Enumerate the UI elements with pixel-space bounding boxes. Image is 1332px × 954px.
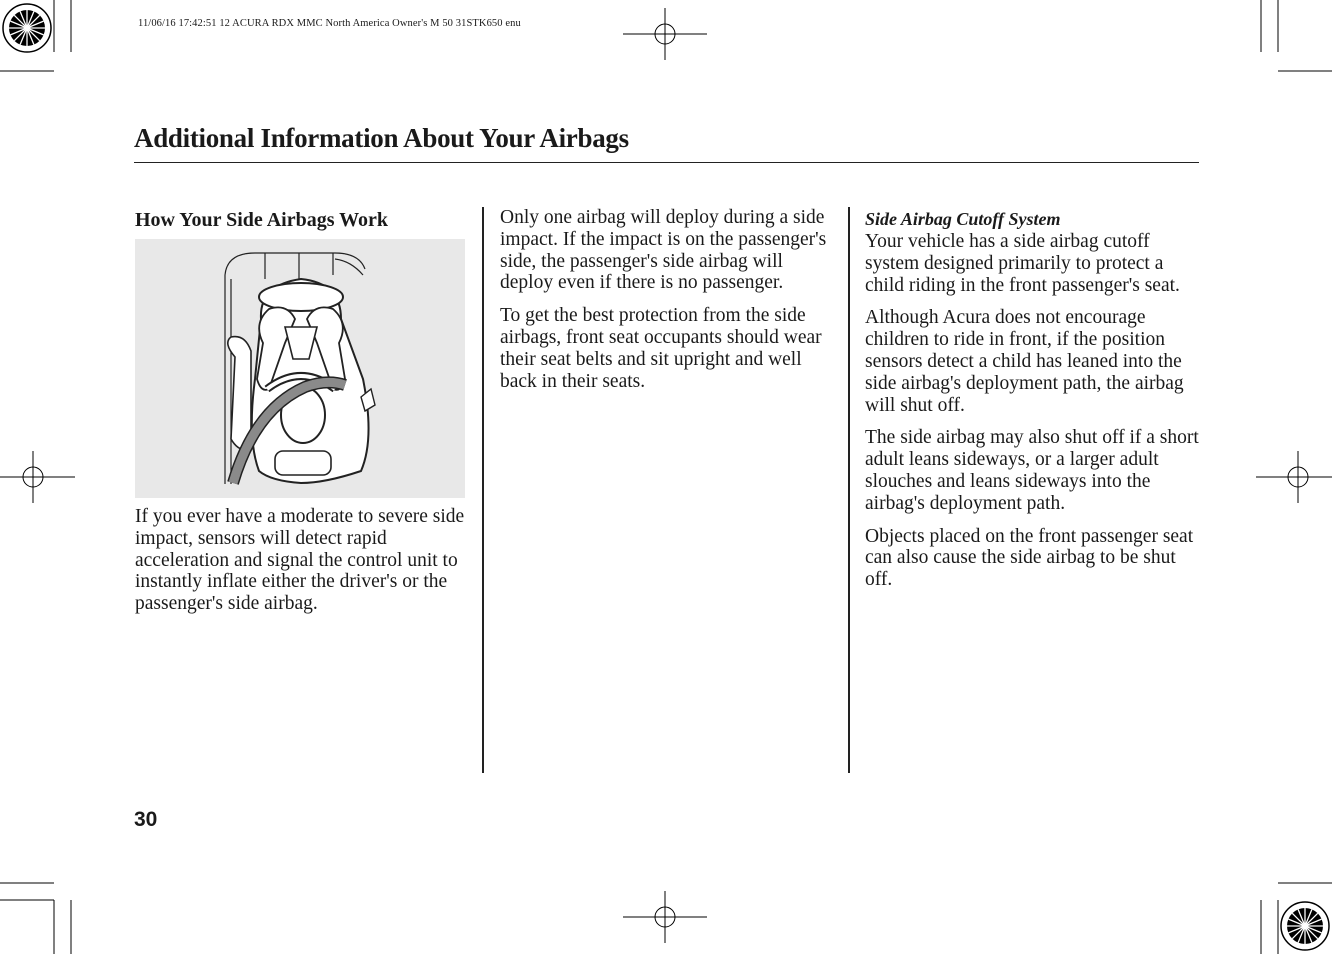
body-paragraph: To get the best protection from the side airbags, front seat occupants should wear their seat belts and sit upright and well back in their seats. [500, 305, 822, 392]
body-paragraph: Only one airbag will deploy during a side impact. If the impact is on the passenger's side, the passenger's side airbag will deploy even if there is no passenger. [500, 207, 827, 294]
body-paragraph: Objects placed on the front passenger seat can also cause the side airbag to be shut off. [865, 525, 1194, 591]
registration-crosshair-icon [623, 8, 707, 60]
body-paragraph: The side airbag may also shut off if a short adult leans sideways, or a larger adult slouches and leans sideways into the airbag's deployment path. [865, 427, 1199, 514]
registration-crosshair-icon [623, 891, 707, 943]
left-column [135, 207, 475, 626]
column-divider [848, 207, 850, 773]
section-heading: How Your Side Airbags Work [135, 209, 389, 231]
seat-airbag-figure [135, 239, 465, 498]
column-divider [482, 207, 484, 773]
right-column [865, 207, 1205, 602]
body-paragraph: Your vehicle has a side airbag cutoff system designed primarily to protect a child riding in the front passenger's seat. [865, 231, 1180, 296]
registration-crosshair-icon [0, 451, 75, 503]
subsection-heading: Side Airbag Cutoff System [865, 209, 1061, 229]
body-paragraph: If you ever have a moderate to severe side impact, sensors will detect rapid acceleration and signal the control unit to instantly inflate either the driver's or the passenger's side airbag. [135, 506, 465, 615]
registration-starburst-icon [1281, 902, 1329, 950]
title-divider [134, 162, 1199, 163]
page-number: 30 [134, 808, 158, 831]
registration-starburst-icon [3, 4, 51, 52]
registration-crosshair-icon [1256, 451, 1332, 503]
print-header: 11/06/16 17:42:51 12 ACURA RDX MMC North America Owner's M 50 31STK650 enu [138, 18, 521, 29]
middle-column [500, 207, 835, 403]
body-paragraph: Although Acura does not encourage children to ride in front, if the position sensors detect a child has leaned into the side airbag's deployment path, the airbag will shut off. [865, 307, 1184, 416]
seat-airbag-illustration [135, 239, 465, 498]
page-title: Additional Information About Your Airbags [134, 123, 629, 153]
